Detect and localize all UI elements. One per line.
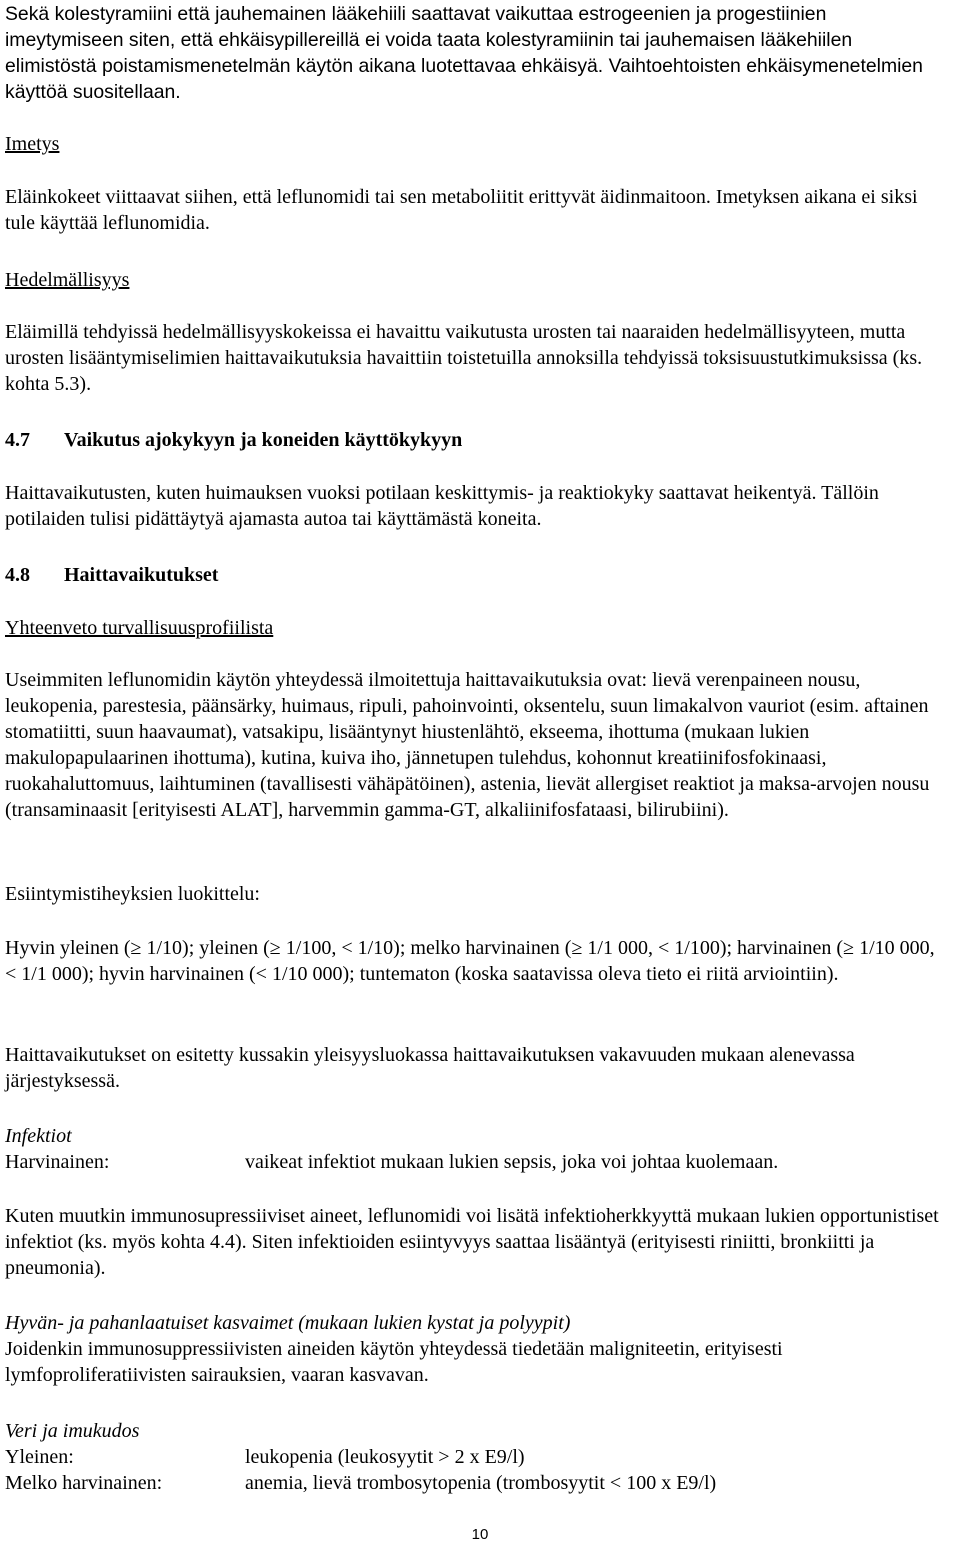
section-4-8-heading [5,562,218,588]
summary-paragraph: Useimmiten leflunomidin käytön yhteydessä ilmoitettuja haittavaikutuksia ovat: lievä verenpaineen nousu, leukopenia, parestesia, päänsärky, huimaus, ripuli, pahoinvointi, oksentelu, suun limakalvon vauriot (esim. aftainen stomatiitti, suun haavaumat), vatsakipu, lisääntynyt hiustenlähtö, ekseema, ihottuma (mukaan lukien makulopapulaarinen ihottuma), kutina, kuiva iho, jännetupen tulehdus, kohonnut kreatiinifosfokinaasi, ruokahaluttomuus, laihtuminen (tavallisesti vähäpätöinen), astenia, lievät allergiset reaktiot ja maksa-arvojen nousu (transaminaasit [erityisesti ALAT], harvemmin gamma-GT, alkaliinifosfataasi, bilirubiini). [5,669,930,821]
kasvaimet-paragraph: Joidenkin immunosuppressiivisten aineiden käytön yhteydessä tiedetään maligniteetin, erityisesti lymfoproliferatiivisten sairauksien, vaaran kasvavan. [5,1338,783,1386]
imetys-heading: Imetys [5,133,60,155]
section-4-7-number: 4.7 [5,429,30,451]
section-4-7-paragraph: Haittavaikutusten, kuten huimauksen vuoksi potilaan keskittymis- ja reaktiokyky saattavat heikentyä. Tällöin potilaiden tulisi pidättäytyä ajamasta autoa tai käyttämästä koneita. [5,482,879,530]
infektiot-row [5,1149,778,1175]
section-4-8-title: Haittavaikutukset [64,564,219,586]
imetys-paragraph: Eläinkokeet viittaavat siihen, että leflunomidi tai sen metaboliitit erittyvät äidinmaitoon. Imetyksen aikana ei siksi tule käyttää leflunomidia. [5,186,918,234]
section-4-7-heading [5,427,462,453]
infektiot-heading: Infektiot [5,1125,72,1147]
section-4-7-title: Vaikutus ajokykyyn ja koneiden käyttökykyyn [64,429,463,451]
intro-paragraph: Sekä kolestyramiini että jauhemainen lääkehiili saattavat vaikuttaa estrogeenien ja progestiinien imeytymiseen siten, että ehkäisypillereillä ei voida taata kolestyramiinin tai jauhemaisen lääkehiilen elimistöstä poistamismenetelmän käytön aikana luotettavaa ehkäisyä. Vaihtoehtoisten ehkäisymenetelmien käyttöä suositellaan. [5,3,923,103]
frequency-heading: Esiintymistiheyksien luokittelu: [5,883,260,905]
veri-row-value: leukopenia (leukosyytit > 2 x E9/l) [245,1446,525,1468]
veri-row [5,1470,716,1496]
veri-row-value: anemia, lievä trombosytopenia (trombosyytit < 100 x E9/l) [245,1472,717,1494]
infektiot-row-label: Harvinainen: [5,1151,110,1173]
summary-heading: Yhteenveto turvallisuusprofiilista [5,617,274,639]
infektiot-paragraph: Kuten muutkin immunosupressiiviset aineet, leflunomidi voi lisätä infektioherkkyyttä mukaan lukien opportunistiset infektiot (ks. myös kohta 4.4). Siten infektioiden esiintyvyys saattaa lisääntyä (erityisesti riniitti, bronkiitti ja pneumonia). [5,1205,939,1279]
hedelmallisyys-heading: Hedelmällisyys [5,269,130,291]
page-number: 10 [471,1526,489,1543]
veri-row-label: Yleinen: [5,1446,74,1468]
frequency-paragraph: Hyvin yleinen (≥ 1/10); yleinen (≥ 1/100, < 1/10); melko harvinainen (≥ 1/1 000, < 1/100); harvinainen (≥ 1/10 000, < 1/1 000); hyvin harvinainen (< 1/10 000); tuntematon (koska saatavissa oleva tieto ei riitä arviointiin). [5,937,935,985]
infektiot-row-value: vaikeat infektiot mukaan lukien sepsis, joka voi johtaa kuolemaan. [245,1151,779,1173]
veri-heading: Veri ja imukudos [5,1420,140,1442]
section-4-8-number: 4.8 [5,564,30,586]
kasvaimet-heading: Hyvän- ja pahanlaatuiset kasvaimet (mukaan lukien kystat ja polyypit) [5,1312,571,1334]
hedelmallisyys-paragraph: Eläimillä tehdyissä hedelmällisyyskokeissa ei havaittu vaikutusta urosten tai naaraiden hedelmällisyyteen, mutta urosten lisääntymiselimien haittavaikutuksia havaittiin toistetuilla annoksilla tehdyissä toksisuustutkimuksissa (ks. kohta 5.3). [5,321,923,395]
veri-row-label: Melko harvinainen: [5,1472,163,1494]
order-paragraph: Haittavaikutukset on esitetty kussakin yleisyysluokassa haittavaikutuksen vakavuuden mukaan alenevassa järjestyksessä. [5,1044,855,1092]
veri-row [5,1444,525,1470]
